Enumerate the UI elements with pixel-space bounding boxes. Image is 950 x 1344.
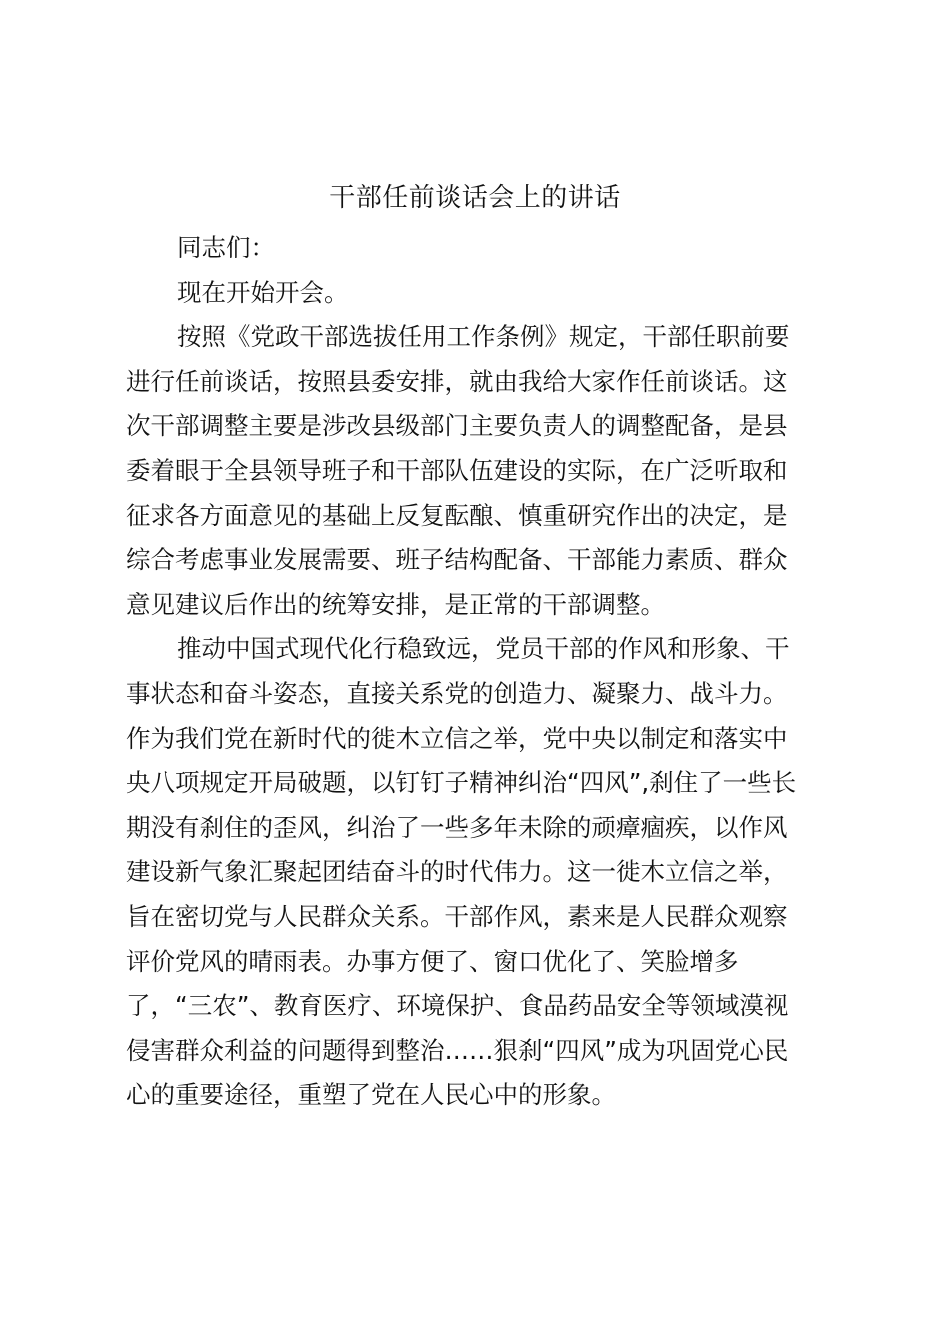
- text-line: 征求各方面意见的基础上反复酝酿、慎重研究作出的决定，是: [126, 500, 788, 530]
- text-line: 建设新气象汇聚起团结奋斗的时代伟力。这一徙木立信之举，: [126, 857, 788, 887]
- text-line: 了，“三农”、教育医疗、环境保护、食品药品安全等领域漠视: [126, 991, 789, 1021]
- document-body: [126, 226, 824, 1118]
- text-line: 进行任前谈话，按照县委安排，就由我给大家作任前谈话。这: [126, 366, 788, 396]
- text-line: 侵害群众利益的问题得到整治……狠刹“四风”成为巩固党心民: [126, 1035, 789, 1065]
- text-line: 事状态和奋斗姿态，直接关系党的创造力、凝聚力、战斗力。: [126, 678, 788, 708]
- text-line: 心的重要途径，重塑了党在人民心中的形象。: [126, 1080, 616, 1110]
- text-line: 旨在密切党与人民群众关系。干部作风，素来是人民群众观察: [126, 901, 788, 931]
- text-line: 央八项规定开局破题，以钉钉子精神纠治“四风”,刹住了一些长: [126, 768, 797, 798]
- text-line: 现在开始开会。: [177, 277, 349, 307]
- text-line: 期没有刹住的歪风，纠治了一些多年未除的顽瘴痼疾，以作风: [126, 812, 788, 842]
- text-line: 推动中国式现代化行稳致远，党员干部的作风和形象、干: [177, 634, 790, 664]
- text-line: 作为我们党在新时代的徙木立信之举，党中央以制定和落实中: [126, 723, 788, 753]
- text-line: 同志们：: [177, 233, 275, 262]
- text-line: 委着眼于全县领导班子和干部队伍建设的实际，在广泛听取和: [126, 455, 788, 485]
- document-title: 干部任前谈话会上的讲话: [329, 183, 621, 213]
- text-line: 评价党风的晴雨表。办事方便了、窗口优化了、笑脸增多: [126, 946, 739, 976]
- text-line: 按照《党政干部选拔任用工作条例》规定，干部任职前要: [177, 322, 790, 352]
- text-line: 意见建议后作出的统筹安排，是正常的干部调整。: [126, 589, 665, 619]
- text-line: 综合考虑事业发展需要、班子结构配备、干部能力素质、群众: [126, 545, 788, 575]
- text-line: 次干部调整主要是涉改县级部门主要负责人的调整配备，是县: [126, 411, 788, 441]
